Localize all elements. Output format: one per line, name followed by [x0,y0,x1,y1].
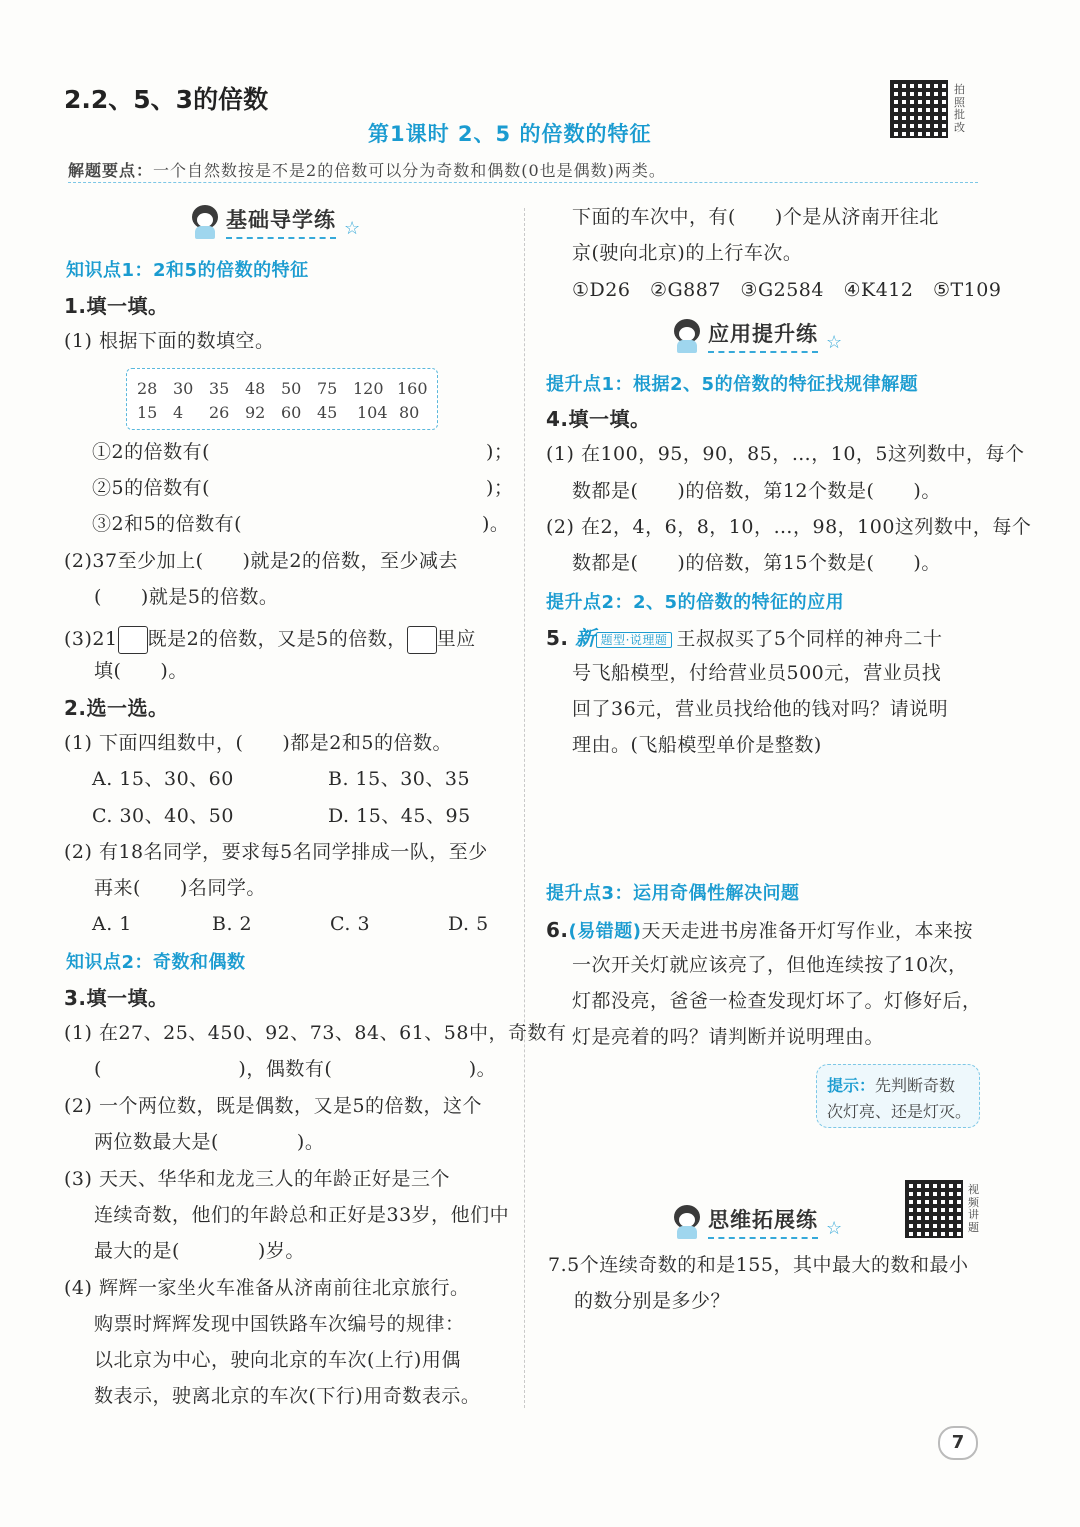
q1-1c: ③2和5的倍数有( [92,513,243,535]
q2-1-option-d: D. 15、45、95 [328,805,471,827]
number-cell: 104 [357,403,388,422]
number-cell: 15 [137,403,158,422]
q3-4b: 购票时辉辉发现中国铁路车次编号的规律： [94,1313,465,1335]
q2-1-option-a: A. 15、30、60 [92,768,234,790]
q3-4c: 以北京为中心，驶向北京的车次(上行)用偶 [94,1349,461,1371]
number-cell: 4 [173,403,184,422]
train-options: ①D26 ②G887 ③G2584 ④K412 ⑤T109 [572,279,1002,301]
q6-number: 6. [546,918,569,942]
q3-4d: 数表示，驶离北京的车次(下行)用奇数表示。 [94,1385,481,1407]
number-cell: 75 [317,379,338,398]
banner-extend [672,1204,842,1239]
number-cell: 45 [317,403,338,422]
number-cell: 60 [281,403,302,422]
q4-1b: 数都是( )的倍数，第12个数是( )。 [572,480,941,502]
q2-2-option-a: A. 1 [92,913,132,935]
q1-3b: 填( )。 [94,660,188,682]
q4-2a: (2) 在2，4，6，8，10，…，98，100这列数中，每个 [546,516,1032,538]
star-icon: ☆ [344,218,361,239]
lesson-title: 第1课时 2、5 的倍数的特征 [368,122,652,146]
number-table [126,368,438,430]
q6-line-4: 灯是亮着的吗？请判断并说明理由。 [572,1026,885,1048]
q5-line-3: 回了36元，营业员找给他的钱对吗？请说明 [572,698,949,720]
q7-line-2: 的数分别是多少？ [574,1290,731,1312]
answer-box[interactable] [118,626,148,654]
new-badge: 新 [575,626,596,650]
q6-line-2: 一次开关灯就应该亮了，但他连续按了10次， [572,954,968,976]
q2-title: 2.选一选。 [64,696,169,720]
q3-3c: 最大的是( )岁。 [94,1240,305,1262]
banner-basic [190,204,360,239]
q1-3a [64,626,476,654]
q3-2a: (2) 一个两位数，既是偶数，又是5的倍数，这个 [64,1095,483,1117]
question-type-tag: 题型·说理题 [596,632,673,648]
star-icon: ☆ [826,332,843,353]
q6-line-3: 灯都没亮，爸爸一检查发现灯坏了。灯修好后， [572,990,982,1012]
q6-line-1 [546,918,973,943]
tip-text: 一个自然数按是不是2的倍数可以分为奇数和偶数(0也是偶数)两类。 [153,161,666,180]
number-cell: 120 [353,379,384,398]
q4-title: 4.填一填。 [546,407,651,431]
q1-3a-mid: 既是2的倍数，又是5的倍数， [147,628,407,650]
q2-1: (1) 下面四组数中，( )都是2和5的倍数。 [64,732,452,754]
number-cell: 26 [209,403,230,422]
hint-text-2: 次灯亮、还是灯灭。 [827,1102,972,1121]
q1-1b: ②5的倍数有( [92,477,211,499]
q3-3b: 连续奇数，他们的年龄总和正好是33岁，他们中 [94,1204,510,1226]
q6-text-1: 天天走进书房准备开灯写作业，本来按 [641,920,973,942]
q2-2-option-b: B. 2 [212,913,253,935]
qr-code-icon [890,80,948,138]
q5-line-4: 理由。(飞船模型单价是整数) [572,734,822,756]
q2-1-option-c: C. 30、40、50 [92,805,234,827]
q3-1a: (1) 在27、25、450、92、73、84、61、58中，奇数有 [64,1022,567,1044]
tip-line [68,158,978,183]
q3-title: 3.填一填。 [64,986,169,1010]
hint-box [816,1064,980,1128]
mascot-icon [672,1205,702,1239]
q1-3a-pre: (3)21 [64,628,118,650]
q3-4a: (4) 辉辉一家坐火车准备从济南前往北京旅行。 [64,1277,470,1299]
q2-2b: 再来( )名同学。 [94,877,266,899]
q2-2a: (2) 有18名同学，要求每5名同学排成一队，至少 [64,841,488,863]
q1-2a: (2)37至少加上( )就是2的倍数，至少减去 [64,550,459,572]
q3-4f: 京(驶向北京)的上行车次。 [572,242,803,264]
q1-1a: ①2的倍数有( [92,441,211,463]
banner-basic-label: 基础导学练 [226,204,336,239]
banner-apply-label: 应用提升练 [708,318,818,353]
mascot-icon [672,319,702,353]
q7-line-1: 7.5个连续奇数的和是155，其中最大的数和最小 [548,1254,969,1276]
number-cell: 80 [399,403,420,422]
hint-text-1: 先判断奇数 [875,1076,956,1095]
q1-1a-end: )； [486,441,514,463]
number-cell: 50 [281,379,302,398]
q1-title: 1.填一填。 [64,294,169,318]
q2-2-option-d: D. 5 [448,913,489,935]
answer-box[interactable] [407,626,437,654]
chapter-title: 2.2、5、3的倍数 [64,85,269,114]
improve-point-2: 提升点2：2、5的倍数的特征的应用 [546,592,845,613]
q3-1b: ( )，偶数有( )。 [94,1058,497,1080]
banner-apply [672,318,842,353]
q2-2-option-c: C. 3 [330,913,371,935]
mascot-icon [190,205,220,239]
error-prone-tag: (易错题) [568,921,642,942]
q2-1-option-b: B. 15、30、35 [328,768,471,790]
knowledge-point-1: 知识点1：2和5的倍数的特征 [66,260,309,281]
q1-1c-end: )。 [482,513,510,535]
number-cell: 48 [245,379,266,398]
knowledge-point-2: 知识点2：奇数和偶数 [66,952,246,973]
q1-part1: (1) 根据下面的数填空。 [64,330,275,352]
q4-1a: (1) 在100，95，90，85，…，10，5这列数中，每个 [546,443,1025,465]
q5-line-1 [546,626,942,651]
q3-2b: 两位数最大是( )。 [94,1131,325,1153]
qr-side-label: 拍照批改 [954,83,965,134]
q4-2b: 数都是( )的倍数，第15个数是( )。 [572,552,941,574]
number-cell: 160 [397,379,428,398]
qr-code-icon [905,1180,963,1238]
page-number: 7 [938,1426,978,1460]
q3-3a: (3) 天天、华华和龙龙三人的年龄正好是三个 [64,1168,450,1190]
qr2-side-label: 视频讲题 [968,1183,979,1234]
tip-label: 解题要点： [68,161,154,180]
q1-1b-end: )； [486,477,514,499]
improve-point-1: 提升点1：根据2、5的倍数的特征找规律解题 [546,374,919,395]
number-cell: 92 [245,403,266,422]
improve-point-3: 提升点3：运用奇偶性解决问题 [546,883,800,904]
hint-label: 提示： [827,1076,876,1095]
number-cell: 28 [137,379,158,398]
star-icon: ☆ [826,1218,843,1239]
q5-number: 5. [546,626,569,650]
q3-4e: 下面的车次中，有( )个是从济南开往北 [572,206,939,228]
banner-extend-label: 思维拓展练 [708,1204,818,1239]
q1-3a-end: 里应 [436,628,476,650]
q5-line-2: 号飞船模型，付给营业员500元，营业员找 [572,662,942,684]
number-cell: 30 [173,379,194,398]
q5-text-1: 王叔叔买了5个同样的神舟二十 [676,628,943,650]
column-divider [524,208,525,1408]
q1-2b: ( )就是5的倍数。 [94,586,279,608]
number-cell: 35 [209,379,230,398]
